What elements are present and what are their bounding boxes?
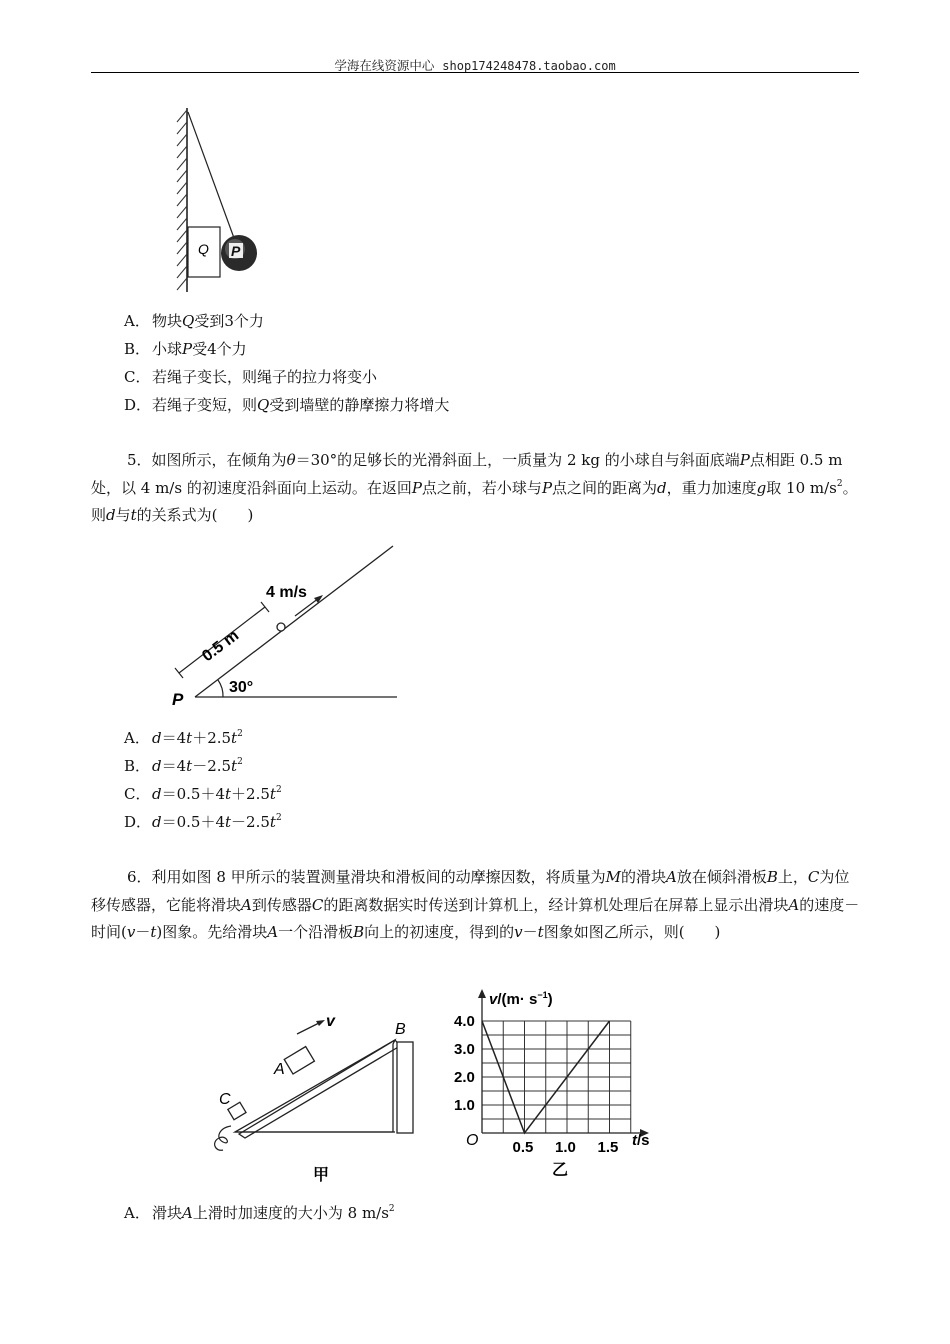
x-axis-title: t/s (632, 1132, 650, 1149)
point-p-label: P (172, 690, 184, 709)
x-tick-label: 1.5 (597, 1139, 619, 1156)
ball-p-label: P (231, 243, 241, 259)
caption-yi: 乙 (552, 1162, 569, 1179)
q5-option-c: C． $d=0.5+4t+2.5t^2$ (124, 785, 282, 803)
figure-wall-block-ball (170, 100, 270, 300)
caption-jia: 甲 (313, 1167, 330, 1184)
q4-option-d: D．若绳子变短，则Q受到墙壁的静摩擦力将增大 (124, 396, 450, 414)
board-support-b (397, 1042, 413, 1133)
chart-grid (482, 1021, 631, 1133)
velocity-label: v (326, 1013, 335, 1030)
figure-jia-incline-board (205, 1010, 430, 1190)
angle-label: 30° (229, 679, 254, 696)
q4-option-a: A． 物块Q受到3个力 (124, 312, 264, 330)
y-tick-label: 1.0 (454, 1097, 475, 1114)
header-source: 学海在线资源中心 (334, 58, 435, 73)
block-a (284, 1047, 314, 1074)
x-tick-label: 1.0 (555, 1139, 576, 1156)
board-b-label: B (395, 1021, 406, 1038)
figure-incline (165, 540, 405, 710)
header-rule (91, 72, 859, 73)
q5-option-d: D．$d=0.5+4t-2.5t^2$ (124, 813, 282, 831)
q4-option-c: C． 若绳子变长，则绳子的拉力将变小 (124, 368, 378, 386)
speed-label: 4 m/s (266, 584, 307, 601)
ball (277, 623, 285, 631)
block-a-label: A (274, 1061, 285, 1078)
q5-option-b: B． $d=4t-2.5t^2$ (124, 757, 243, 775)
rope (188, 112, 234, 238)
y-tick-label: 3.0 (454, 1041, 475, 1058)
y-tick-label: 2.0 (454, 1069, 475, 1086)
y-tick-label: 4.0 (454, 1013, 475, 1030)
q5-option-a: A． $d=4t+2.5t^2$ (124, 729, 243, 747)
x-tick-label: 0.5 (512, 1139, 534, 1156)
q6-stem: 6．利用如图 8 甲所示的装置测量滑块和滑板间的动摩擦因数，将质量为M的滑块A放在倾斜滑板B上，C为位移传感器，它能将滑块A到传感器C的距离数据实时传送到计算机上，经计算机处理后在屏幕上显示出滑块A的速度－时间(v－t)图象。先给滑块A一个沿滑板B向上的初速度，得到的v－t图象如图乙所示，则( ) (91, 868, 860, 941)
q5-stem: 5．如图所示，在倾角为θ＝30°的足够长的光滑斜面上，一质量为 2 kg 的小球自与斜面底端P点相距 0.5 m 处，以 4 m/s 的初速度沿斜面向上运动。在返回P点之前，若小球与P点之间的距离为d，重力加速度g取 10 $m/s^2$。则d与t的关系式为( ) (91, 451, 858, 524)
q6-option-a: A． 滑块A上滑时加速度的大小为 8 $m/s^2$ (124, 1204, 395, 1222)
sensor-c-label: C (219, 1091, 231, 1108)
block-q-label: Q (198, 241, 209, 257)
sensor-cable (215, 1126, 231, 1150)
figure-yi-vt-chart (440, 985, 665, 1185)
header-shop: shop174248478.taobao.com (442, 59, 616, 73)
y-axis-title: $v/(m\cdot s^{-1})$ (489, 990, 553, 1008)
distance-label: 0.5 m (199, 626, 243, 666)
sensor-c (228, 1102, 246, 1119)
q4-option-b: B． 小球P受4个力 (124, 340, 247, 358)
origin-label: O (466, 1132, 479, 1149)
